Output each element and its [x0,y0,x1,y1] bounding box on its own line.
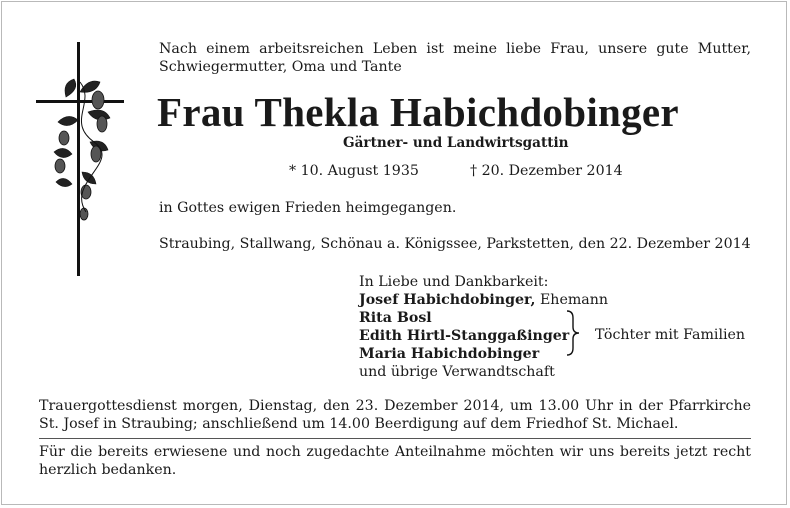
daughters-role: Töchter mit Familien [595,327,746,343]
curly-brace-icon [565,310,589,356]
cross-with-hops-icon [36,42,126,276]
peace-text: in Gottes ewigen Frieden heimgegangen. [159,200,457,216]
husband-line [359,291,608,309]
funeral-service-text: Trauergottesdienst morgen, Dienstag, den 23. Dezember 2014, um 13.00 Uhr in der Pfarrkirche St. Josef in Straubing; anschließend um 14.00 Beerdigung auf dem Friedhof St. Michael. [39,398,751,432]
place-date: Straubing, Stallwang, Schönau a. Königssee, Parkstetten, den 22. Dezember 2014 [159,236,751,252]
thanks-text: Für die bereits erwiesene und noch zugedachte Anteilnahme möchten wir uns bereits jetzt recht herzlich bedanken. [39,444,751,478]
death-date: † 20. Dezember 2014 [470,163,623,179]
other-relatives: und übrige Verwandtschaft [359,364,555,380]
intro-text: Nach einem arbeitsreichen Leben ist meine liebe Frau, unsere gute Mutter, Schwiegermutter, Oma und Tante [159,41,751,75]
obituary-notice [1,1,787,505]
deceased-name: Frau Thekla Habichdobinger [157,89,679,135]
mourners-heading: In Liebe und Dankbarkeit: [359,274,549,290]
husband-name: Josef Habichdobinger, [359,292,536,308]
profession: Gärtner- und Landwirtsgattin [343,135,569,151]
daughter-name: Edith Hirtl-Stanggaßinger [359,328,570,344]
divider [39,438,751,439]
husband-role: Ehemann [535,292,609,308]
daughter-name: Maria Habichdobinger [359,346,540,362]
daughter-name: Rita Bosl [359,310,432,326]
birth-date: * 10. August 1935 [289,163,419,179]
